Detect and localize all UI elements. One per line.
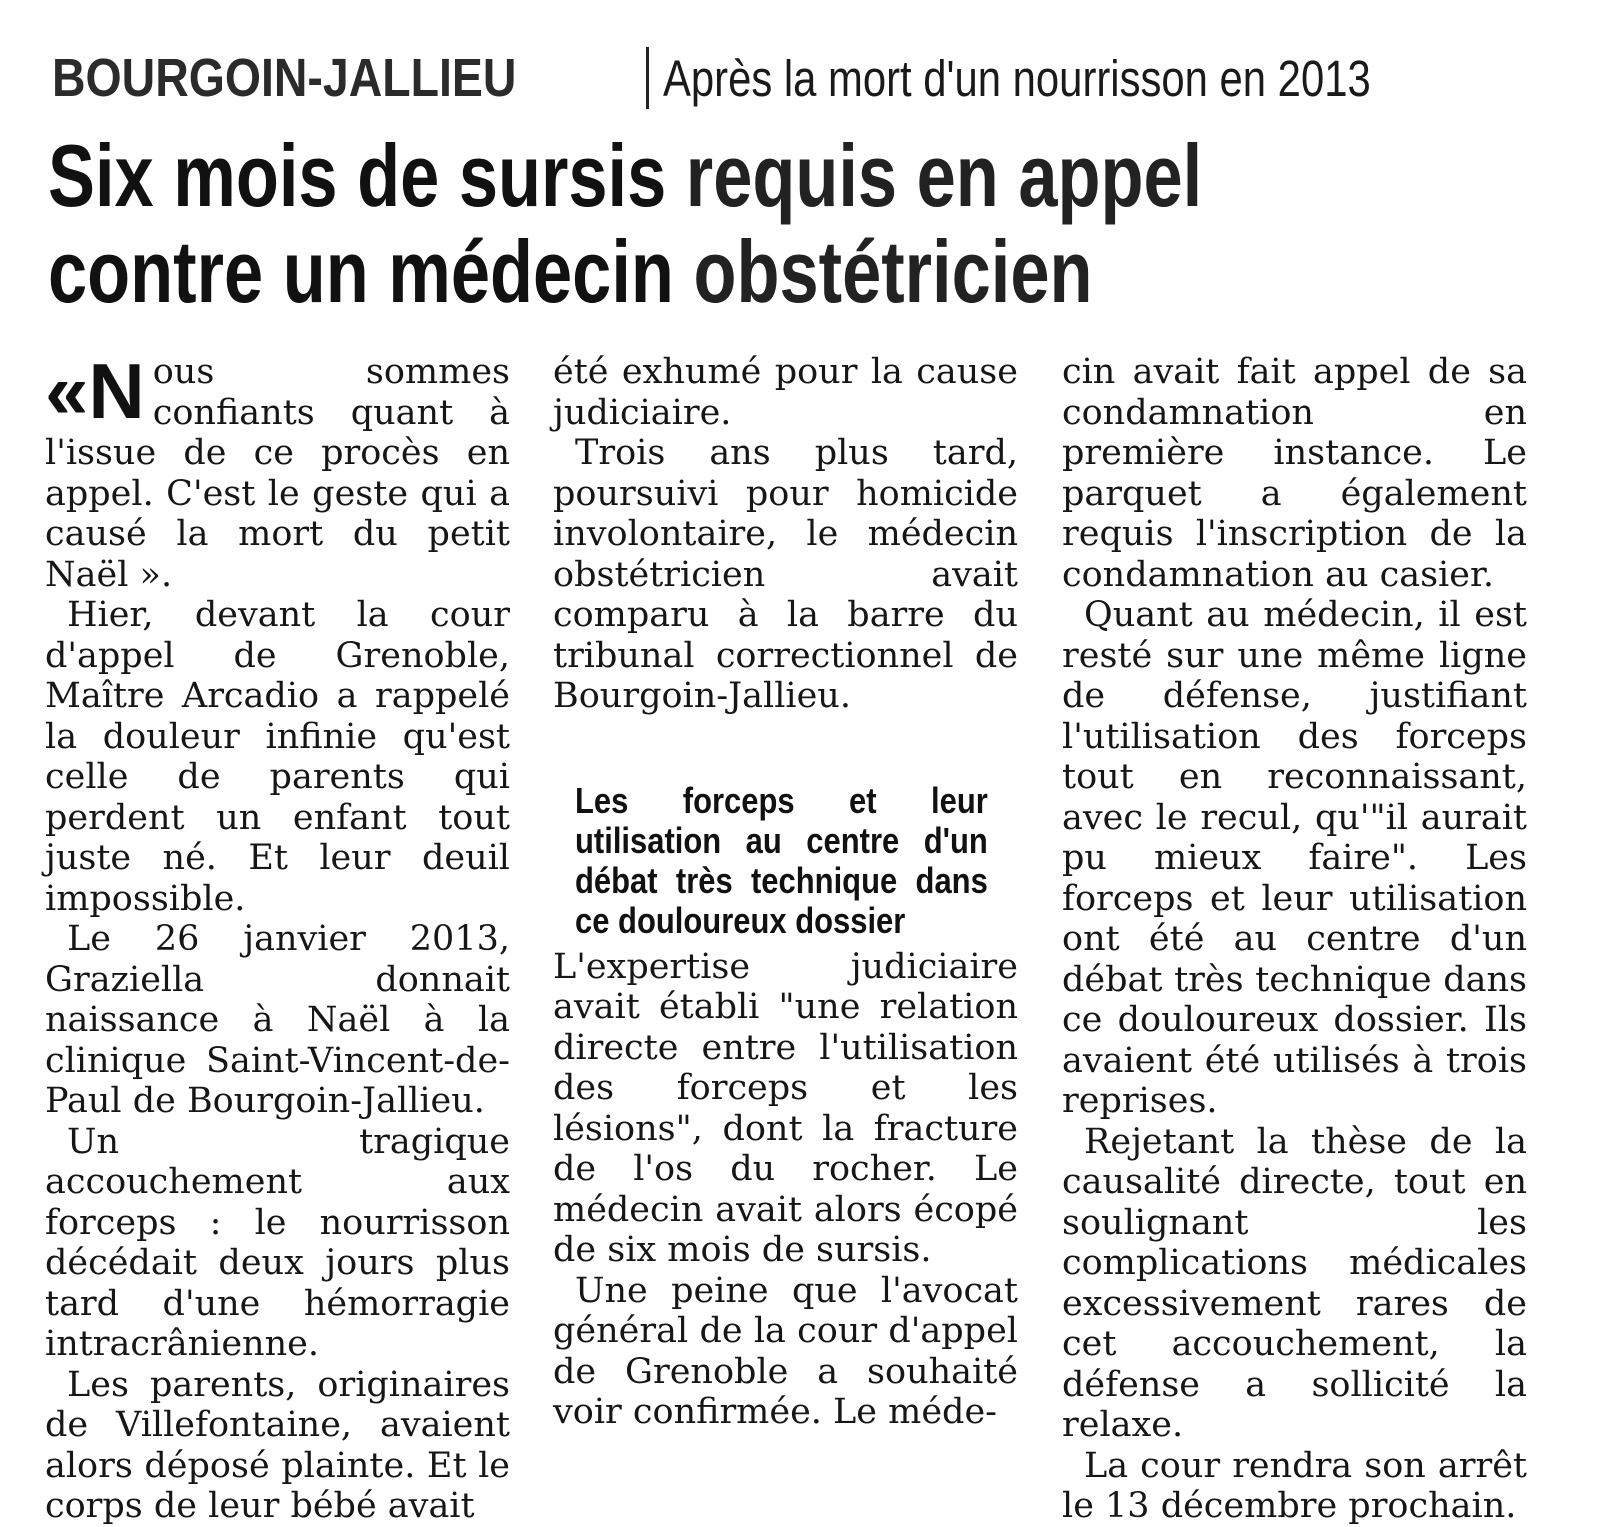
dropcap <box>45 347 145 435</box>
headline-part: Six mois de sursis <box>48 126 686 225</box>
lead-paragraph <box>45 347 510 595</box>
paragraph-continued: cin avait fait appel de sa condamnation en première instance. Le parquet a également requis l'inscription de la condamnation au casier. <box>1062 352 1527 595</box>
location-label: BOURGOIN-JALLIEU <box>52 48 517 108</box>
headline-line-1 <box>48 128 1264 224</box>
column-2 <box>553 352 1018 1433</box>
paragraph: L'expertise judiciaire avait établi "une relation directe entre l'utilisation des forceps et les lésions", dont la fracture de l'os du rocher. Le médecin avait alors écopé de six mois de sursis. <box>553 946 1018 1270</box>
paragraph: Quant au médecin, il est resté sur une même ligne de défense, justifiant l'utilisation des forceps tout en reconnaissant, avec le recul, qu'"il aurait pu mieux faire". Les forceps et leur utilisation ont été au centre d'un débat très technique dans ce douloureux dossier. Ils avaient été utilisés à trois reprises. <box>1062 595 1527 1121</box>
column-3 <box>1062 352 1527 1527</box>
paragraph: La cour rendra son arrêt le 13 décembre prochain. <box>1062 1445 1527 1526</box>
dropcap-letter: N <box>88 347 145 435</box>
paragraph: Rejetant la thèse de la causalité directe, tout en soulignant les complications médicales excessivement rares de cet accouchement, la défense a sollicité la relaxe. <box>1062 1121 1527 1445</box>
kicker-divider <box>646 47 649 109</box>
headline-part: requis en appel <box>685 126 1203 225</box>
paragraph: Les parents, originaires de Villefontaine, avaient alors déposé plainte. Et le corps de leur bébé avait <box>45 1364 510 1526</box>
paragraph: Une peine que l'avocat général de la cour d'appel de Grenoble a souhaité voir confirmée. Le méde- <box>553 1270 1018 1432</box>
paragraph: Un tragique accouchement aux forceps : le nourrisson décédait deux jours plus tard d'une hémorragie intracrânienne. <box>45 1121 510 1364</box>
intertitle: Les forceps et leur utilisation au centre d'un débat très technique dans ce douloureux dossier <box>575 779 988 941</box>
paragraph-continued: été exhumé pour la cause judiciaire. <box>553 352 1018 433</box>
headline-part: contre un médecin <box>48 222 694 321</box>
paragraph: Trois ans plus tard, poursuivi pour homicide involontaire, le médecin obstétricien avait comparu à la barre du tribunal correctionnel de Bourgoin-Jallieu. <box>553 433 1018 716</box>
kicker-line <box>52 38 1552 118</box>
kicker-text: Après la mort d'un nourrisson en 2013 <box>663 49 1371 107</box>
paragraph: Le 26 janvier 2013, Graziella donnait naissance à Naël à la clinique Saint-Vincent-de-Paul de Bourgoin-Jallieu. <box>45 919 510 1121</box>
paragraph: Hier, devant la cour d'appel de Grenoble, Maître Arcadio a rappelé la douleur infinie qu'est celle de parents qui perdent un enfant tout juste né. Et leur deuil impossible. <box>45 595 510 919</box>
quote-mark: « <box>45 347 89 435</box>
headline-line-2 <box>48 224 1264 320</box>
headline <box>48 128 1264 320</box>
column-1 <box>45 347 510 1527</box>
lead-text: ous sommes confiants quant à l'issue de ce procès en appel. C'est le geste qui a causé la mort du petit Naël ». <box>45 352 510 595</box>
headline-part: obstétricien <box>693 222 1093 321</box>
